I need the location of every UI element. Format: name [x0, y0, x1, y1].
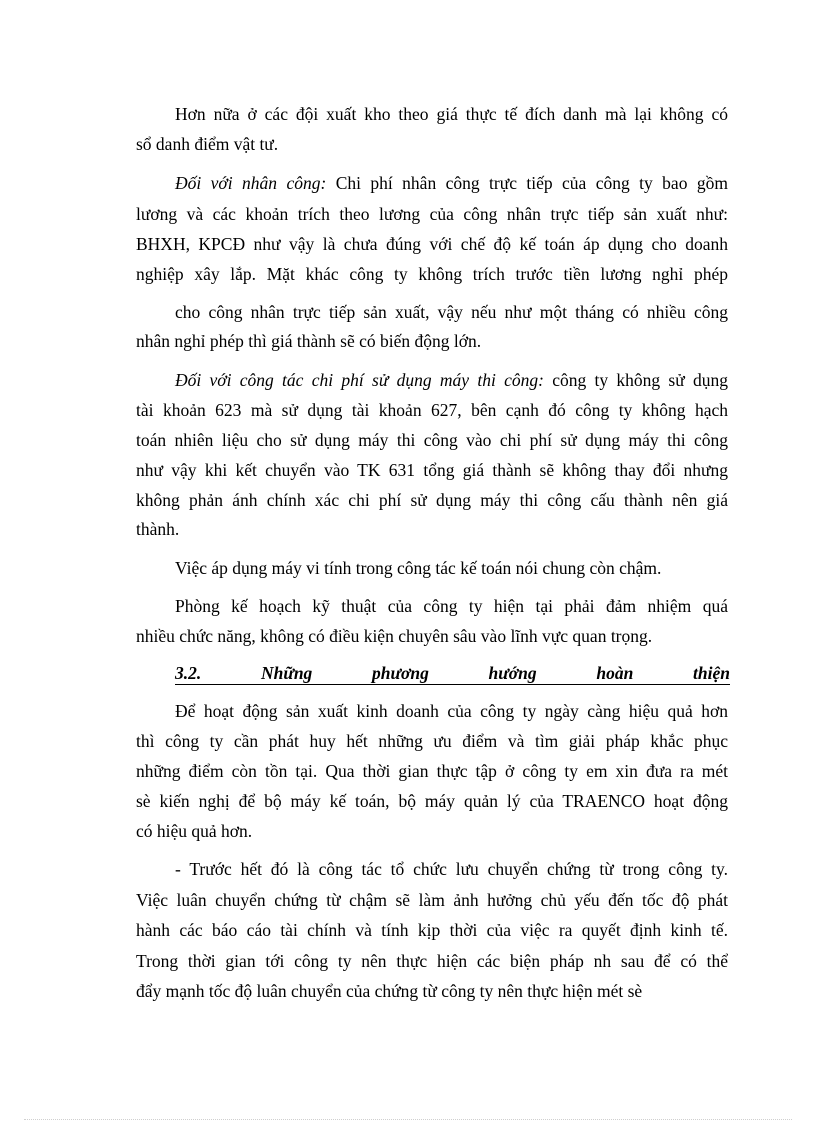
- text-line: - Trước hết đó là công tác tổ chức lưu chuyển chứng từ trong công ty.: [175, 859, 728, 879]
- text-line: Phòng kế hoạch kỹ thuật của công ty hiện tại phải đảm nhiệm quá: [175, 596, 728, 616]
- text-line: không phản ánh chính xác chi phí sử dụng máy thi công cấu thành nên giá: [136, 490, 728, 510]
- text-line: nhiều chức năng, không có điều kiện chuyên sâu vào lĩnh vực quan trọng.: [136, 626, 653, 646]
- text-line: lương và các khoản trích theo lương của công nhân trực tiếp sản xuất như:: [136, 204, 728, 224]
- text-line: nghiệp xây lắp. Mặt khác công ty không trích trước tiền lương nghỉ phép: [136, 264, 728, 284]
- section-heading: 3.2. Những phương hướng hoàn thiện: [175, 663, 730, 683]
- text-line: Việc luân chuyển chứng từ chậm sẽ làm ảnh hưởng chủ yếu đến tốc độ phát: [136, 890, 728, 910]
- page-bottom-divider: [24, 1119, 792, 1120]
- text-line: thành.: [136, 519, 180, 539]
- text-line: có hiệu quả hơn.: [136, 821, 253, 841]
- text-line: Trong thời gian tới công ty nên thực hiện các biện pháp nh sau để có thể: [136, 951, 728, 971]
- text-line: sè kiến nghị để bộ máy kế toán, bộ máy quản lý của TRAENCO hoạt động: [136, 791, 728, 811]
- text-line: BHXH, KPCĐ như vậy là chưa đúng với chế độ kế toán áp dụng cho doanh: [136, 234, 728, 254]
- text-line: Việc áp dụng máy vi tính trong công tác kế toán nói chung còn chậm.: [175, 558, 662, 578]
- text-fragment: Chi phí nhân công trực tiếp của công ty bao gồm: [326, 173, 728, 193]
- text-line: đẩy mạnh tốc độ luân chuyển của chứng từ công ty nên thực hiện mét sè: [136, 981, 643, 1001]
- text-fragment: công ty không sử dụng: [543, 370, 728, 390]
- text-line: những điểm còn tồn tại. Qua thời gian thực tập ở công ty em xin đưa ra mét: [136, 761, 728, 781]
- text-line: tài khoản 623 mà sử dụng tài khoản 627, bên cạnh đó công ty không hạch: [136, 400, 728, 420]
- text-line: [175, 172, 728, 194]
- text-line: nhân nghỉ phép thì giá thành sẽ có biến động lớn.: [136, 331, 482, 351]
- italic-label: Đối với công tác chi phí sử dụng máy thi công:: [175, 370, 544, 390]
- text-line: toán nhiên liệu cho sử dụng máy thi công vào chi phí sử dụng máy thi công: [136, 430, 728, 450]
- text-line: thì công ty cần phát huy hết những ưu điểm và tìm giải pháp khắc phục: [136, 731, 728, 751]
- text-line: hành các báo cáo tài chính và tính kịp thời của việc ra quyết định kinh tế.: [136, 920, 728, 940]
- text-line: [175, 369, 728, 391]
- text-line: cho công nhân trực tiếp sản xuất, vậy nếu như một tháng có nhiều công: [175, 302, 728, 322]
- italic-label: Đối với nhân công:: [175, 173, 327, 193]
- text-line: như vậy khi kết chuyển vào TK 631 tổng giá thành sẽ không thay đổi nhưng: [136, 460, 728, 480]
- text-line: Hơn nữa ở các đội xuất kho theo giá thực tế đích danh mà lại không có: [175, 104, 728, 124]
- text-line: sổ danh điểm vật tư.: [136, 134, 279, 154]
- text-line: Để hoạt động sản xuất kinh doanh của công ty ngày càng hiệu quả hơn: [175, 701, 728, 721]
